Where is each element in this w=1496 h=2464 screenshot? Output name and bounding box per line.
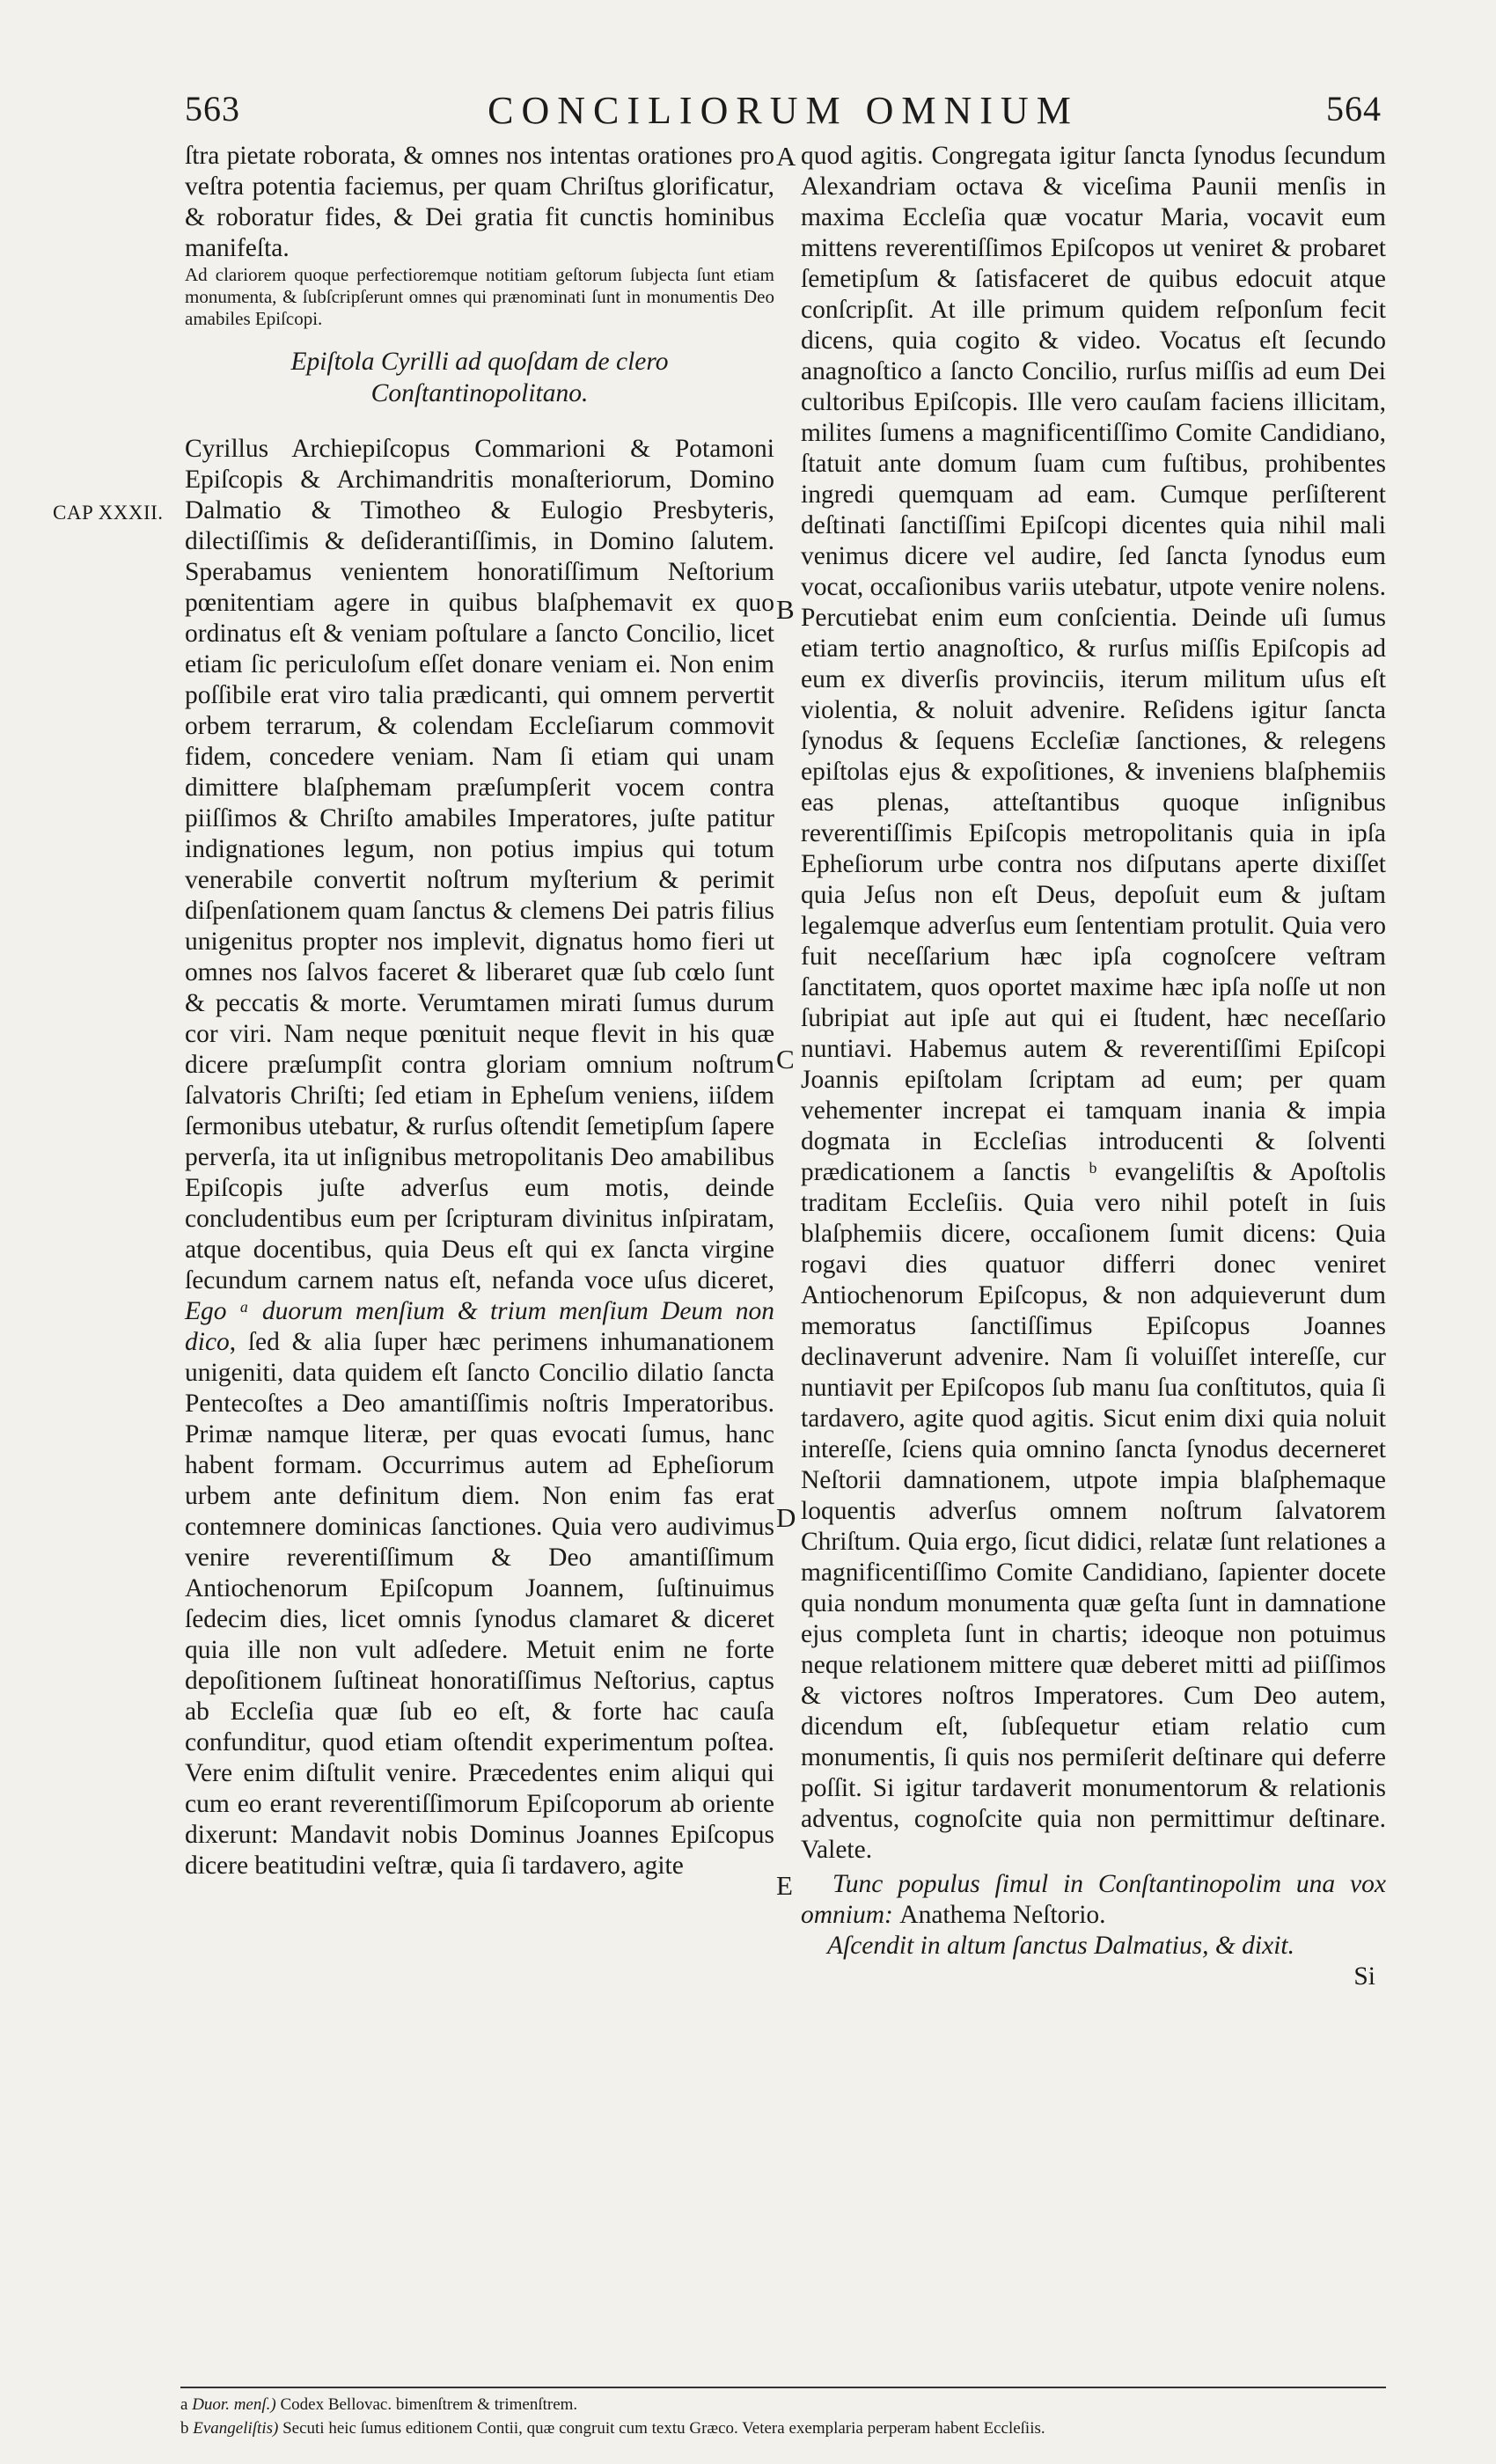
running-header	[176, 88, 1390, 141]
closing-lines	[801, 1869, 1386, 1992]
section-marker-e: E	[776, 1870, 793, 1901]
footnotes	[180, 2394, 1386, 2441]
letter-heading-line1: Epiſtola Cyrilli ad quoſdam de clero	[290, 348, 669, 376]
letter-body	[185, 434, 774, 1881]
page-number-right: 564	[1326, 89, 1382, 128]
letter-body-part2: , ſed & alia ſuper hæc perimens inhumanationem unigeniti, data quidem eſt ſancto Concilio dilatio ſancta Pentecoſtes a Deo amantiſſimis noſtris Imperatoribus. Primæ namque literæ, per quas evocati ſumus, hanc habent formam. Occurrimus autem ad Epheſiorum urbem ante definitum diem. Non enim fas erat contemnere dominicas ſanctiones. Quia vero audivimus venire reverentiſſimum & Deo amantiſſimum Antiochenorum Epiſcopum Joannem, ſuſtinuimus ſedecim dies, licet omnis ſynodus clamaret & diceret quia ille non vult adſedere. Metuit enim ne forte depoſitionem ſuſtineat honoratiſſimus Neſtorius, captus ab Eccleſia quæ ſub eo eſt, & forte hac cauſa confunditur, quod etiam oſtendit experimentum poſtea. Vere enim diſtulit venire. Præcedentes enim aliqui qui cum eo erant reverentiſſimorum Epiſcoporum ab oriente dixerunt: Mandavit nobis Dominus Joannes Epiſcopus dicere beatitudini veſtræ, quia ſi tardavero, agite	[185, 1328, 774, 1880]
right-body-paragraph: quod agitis. Congregata igitur ſancta ſynodus ſecundum Alexandriam octava & viceſima Paunii menſis in maxima Eccleſia quæ vocatur Maria, vocavit eum mittens reverentiſſimos Epiſcopos ut veniret & probaret ſemetipſum & ſatisfaceret de quibus edocuit atque conſcripſit. At ille primum quidem reſponſum fecit dicens, quia cogito & video. Vocatus eſt ſecundo anagnoſtico a ſancto Concilio, rurſus miſſis ad eum Dei cultoribus Epiſcopis. Ille vero cauſam faciens illicitam, milites ſumens a magnificentiſſimo Comite Candidiano, ſtatuit ante domum ſuam cum fuſtibus, prohibentes ingredi quemquam ad eam. Cumque perſiſterent deſtinati ſanctiſſimi Epiſcopi dicentes quia nihil mali venimus dicere vel audire, ſed ſancta ſynodus eum vocat, occaſionibus variis utebatur, utpote venire nolens. Percutiebat enim eum conſcientia. Deinde uſi ſumus etiam tertio anagnoſtico, & rurſus miſſis Epiſcopis ad eum ex diverſis provinciis, iterum militum uſus eſt violentia, & noluit advenire. Reſidens igitur ſancta ſynodus & ſequens Eccleſiæ ſanctiones, & relegens epiſtolas ejus & expoſitiones, & inveniens blaſphemiis eas plenas, atteſtantibus quoque inſignibus reverentiſſimis Epiſcopis metropolitanis quia in ipſa Epheſiorum urbe contra nos diſputans aperte dixiſſet quia Jeſus non eſt Deus, depoſuit eum & juſtam legalemque adverſus eum ſententiam protulit. Quia vero fuit neceſſarium hæc ipſa cognoſcere veſtram ſanctitatem, quos oportet maxime hæc ipſa noſſe ut non ſubripiat aut ipſe aut qui ei ſtudent, hæc neceſſario nuntiavi. Habemus autem & reverentiſſimi Epiſcopi Joannis epiſtolam ſcriptam ad eum; per quam vehementer increpat ei tamquam inania & impia dogmata in Eccleſias introducenti & ſolventi prædicationem a ſanctis ᵇ evangeliſtis & Apoſtolis traditam Eccleſiis. Quia vero nihil poteſt in ſuis blaſphemiis dicere, occaſionem ſumit dicens: Quia rogavi dies quatuor differri donec veniret Antiochenorum Epiſcopus, & non adquieverunt dum memoratus ſanctiſſimus Epiſcopus Joannes declinaverunt advenire. Nam ſi voluiſſet intereſſe, cur nuntiavit per Epiſcopos ſub manu ſua conſtitutos, quia ſi tardavero, agite quod agitis. Sicut enim dixi quia noluit intereſſe, ſciens quia omnino ſancta ſynodus decerneret Neſtorii damnationem, utpote impia blaſphemaque loquentis adverſus omnem noſtrum ſalvatorem Chriſtum. Quia ergo, ſicut didici, relatæ ſunt relationes a magnificentiſſimo Comite Candidiano, ſapienter docete quia nondum monumenta quæ geſta ſunt in damnatione ejus completa ſunt in chartis; ideoque non potuimus neque relationem mittere quæ deberet mitti ad piiſſimos & victores noſtros Imperatores. Cum Deo autem, dicendum eſt, ſubſequetur etiam relatio cum monumentis, ſi quis nos permiſerit deſtinare qui deferre poſſit. Si igitur tardaverit monumentorum & relationis adventus, cognoſcite quia non permittimur deſtinare. Valete.	[801, 142, 1386, 1864]
people-line-italic: Tunc populus ſimul in Conſtantinopolim una vox omnium:	[801, 1870, 1386, 1929]
footnote-a-ref: Duor. menſ.)	[192, 2395, 276, 2414]
running-title: CONCILIORUM OMNIUM	[488, 89, 1079, 132]
footnote-a-mark: a	[180, 2395, 188, 2414]
footnote-rule	[180, 2387, 1386, 2388]
people-cry: Anathema Neſtorio.	[899, 1901, 1106, 1929]
page-number-left: 563	[185, 89, 240, 128]
left-column	[185, 141, 774, 1881]
footnote-b-mark: b	[180, 2419, 189, 2438]
section-marker-c: C	[776, 1044, 795, 1074]
section-marker-b: B	[776, 594, 795, 625]
letter-heading-line2: Conſtantinopolitano.	[370, 379, 589, 407]
left-opening-paragraph: ſtra pietate roborata, & omnes nos intentas orationes pro veſtra potentia faciemus, per quam Chriſtus glorificatur, & roboratur fides, & Dei gratia fit cunctis hominibus manifeſta.	[185, 142, 774, 262]
right-column	[801, 141, 1386, 1992]
section-marker-d: D	[776, 1502, 796, 1533]
footnote-b	[180, 2417, 1386, 2439]
footnote-a-text: Codex Bellovac. bimenſtrem & trimenſtrem.	[280, 2395, 578, 2414]
letter-heading	[185, 346, 774, 409]
dalmatius-line: Aſcendit in altum ſanctus Dalmatius, & dixit.	[827, 1932, 1294, 1960]
catchword: Si	[1353, 1962, 1375, 1991]
footnote-a	[180, 2394, 1386, 2416]
editorial-note: Ad clariorem quoque perfectioremque notitiam geſtorum ſubjecta ſunt etiam monumenta, & ſubſcripſerunt omnes qui prænominati ſunt in monumentis Deo amabiles Epiſcopi.	[185, 264, 774, 329]
footnote-b-ref: Evangeliſtis)	[193, 2419, 279, 2438]
footnote-b-text: Secuti heic ſumus editionem Contii, quæ congruit cum textu Græco. Vetera exemplaria perperam habent Eccleſiis.	[282, 2419, 1045, 2438]
letter-body-part1: Cyrillus Archiepiſcopus Commarioni & Potamoni Epiſcopis & Archimandritis monaſteriorum, Domino Dalmatio & Timotheo & Eulogio Presbyteris, dilectiſſimis & deſiderantiſſimis, in Domino ſalutem. Sperabamus venientem honoratiſſimum Neſtorium pœnitentiam agere in quibus blaſphemavit ex quo ordinatus eſt & veniam poſtulare a ſancto Concilio, licet etiam ſic periculoſum eſſet donare veniam ei. Non enim poſſibile erat viro talia prædicanti, qui omnem pervertit orbem terrarum, & colendam Eccleſiarum commovit fidem, concedere veniam. Nam ſi etiam qui unam dimittere blaſphemam præſumpſerit vocem contra piiſſimos & Chriſto amabiles Imperatores, juſte patitur indignationes legum, non potius impius qui totum venerabile convertit noſtrum myſterium & perimit diſpenſationem quam ſanctus & clemens Dei patris filius unigenitus propter nos implevit, dignatus homo fieri ut omnes nos ſalvos faceret & liberaret quæ ſub cœlo ſunt & peccatis & morte. Verumtamen mirati ſumus durum cor viri. Nam neque pœnituit neque flevit in his quæ dicere præſumpſit contra gloriam omnium noſtrum ſalvatoris Chriſti; ſed etiam in Epheſum veniens, iiſdem ſermonibus utebatur, & rurſus oſtendit ſemetipſum ſapere perverſa, ita ut inſignibus metropolitanis Deo amabilibus Epiſcopis juſte adverſus eum motis, deinde concludentibus eum per ſcripturam divinitus inſpiratam, atque docentibus, quia Deus eſt qui ex ſancta virgine ſecundum carnem natus eſt, nefanda voce uſus diceret,	[185, 435, 774, 1294]
section-marker-a: A	[776, 141, 796, 172]
letter-body-quote: Ego ᵃ duorum menſium & trium menſium Deum non dico	[185, 1297, 774, 1356]
chapter-margin-label: CAP XXXII.	[53, 502, 164, 524]
people-line	[801, 1869, 1386, 1931]
